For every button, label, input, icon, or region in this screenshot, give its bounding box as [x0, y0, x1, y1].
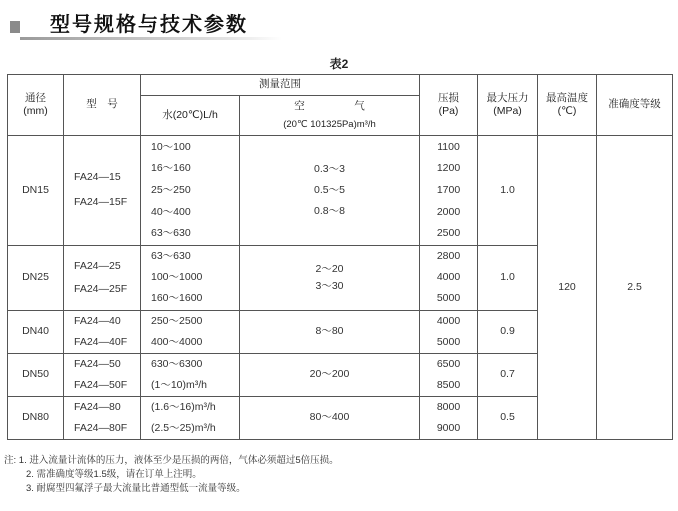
max-temp-value: 120	[538, 136, 597, 440]
header-model: 型 号	[64, 75, 141, 136]
row-air-range: 0.3～3 0.5～5 0.8～8	[240, 136, 420, 246]
row-pressure-loss: 8000 9000	[420, 397, 478, 440]
row-water-range: (1.6～16)m³/h (2.5～25)m³/h	[141, 397, 240, 440]
row-water-range: 250～2500 400～4000	[141, 311, 240, 354]
header-accuracy: 准确度等级	[597, 75, 673, 136]
row-max-pressure: 0.7	[478, 354, 538, 397]
row-diameter: DN80	[8, 397, 64, 440]
row-pressure-loss: 4000 5000	[420, 311, 478, 354]
header-pressure-loss: 压损 (Pa)	[420, 75, 478, 136]
row-pressure-loss: 1100 1200 1700 2000 2500	[420, 136, 478, 246]
row-max-pressure: 0.5	[478, 397, 538, 440]
row-models: FA24—50 FA24—50F	[64, 354, 141, 397]
row-air-range: 20～200	[240, 354, 420, 397]
row-diameter: DN50	[8, 354, 64, 397]
row-models: FA24—40 FA24—40F	[64, 311, 141, 354]
section-header	[10, 6, 310, 36]
title-marker	[10, 21, 20, 33]
row-max-pressure: 0.9	[478, 311, 538, 354]
row-air-range: 80～400	[240, 397, 420, 440]
accuracy-value: 2.5	[597, 136, 673, 440]
row-diameter: DN25	[8, 246, 64, 311]
note-item: 注: 1. 进入流量计流体的压力，液体至少是压损的两倍，气体必须超过5倍压损。	[4, 455, 339, 466]
row-diameter: DN15	[8, 136, 64, 246]
header-max-temp: 最高温度 (℃)	[538, 75, 597, 136]
row-air-range: 2～20 3～30	[240, 246, 420, 311]
row-models: FA24—80 FA24—80F	[64, 397, 141, 440]
row-models: FA24—15 FA24—15F	[64, 136, 141, 246]
row-diameter: DN40	[8, 311, 64, 354]
header-diameter: 通径 (mm)	[8, 75, 64, 136]
table-row	[8, 136, 673, 246]
page-title: 型号规格与技术参数	[50, 14, 248, 36]
spec-table	[7, 74, 673, 440]
row-models: FA24—25 FA24—25F	[64, 246, 141, 311]
title-underline	[20, 37, 282, 40]
header-water: 水(20℃)L/h	[141, 96, 240, 136]
note-item: 3. 耐腐型四氟浮子最大流量比普通型低一流量等级。	[26, 483, 246, 494]
row-max-pressure: 1.0	[478, 136, 538, 246]
header-air: 空 气 (20℃ 101325Pa)m³/h	[240, 96, 420, 136]
note-item: 2. 需准确度等级1.5级，请在订单上注明。	[26, 469, 202, 480]
table-caption: 表2	[329, 57, 349, 71]
row-max-pressure: 1.0	[478, 246, 538, 311]
note-label: 注:	[4, 455, 17, 466]
table-notes	[4, 454, 339, 496]
header-max-pressure: 最大压力 (MPa)	[478, 75, 538, 136]
row-water-range: 10～100 16～160 25～250 40～400 63～630	[141, 136, 240, 246]
row-water-range: 63～630 100～1000 160～1600	[141, 246, 240, 311]
row-water-range: 630～6300 (1～10)m³/h	[141, 354, 240, 397]
row-pressure-loss: 2800 4000 5000	[420, 246, 478, 311]
row-pressure-loss: 6500 8500	[420, 354, 478, 397]
header-range: 测量范围	[141, 75, 420, 96]
row-air-range: 8～80	[240, 311, 420, 354]
